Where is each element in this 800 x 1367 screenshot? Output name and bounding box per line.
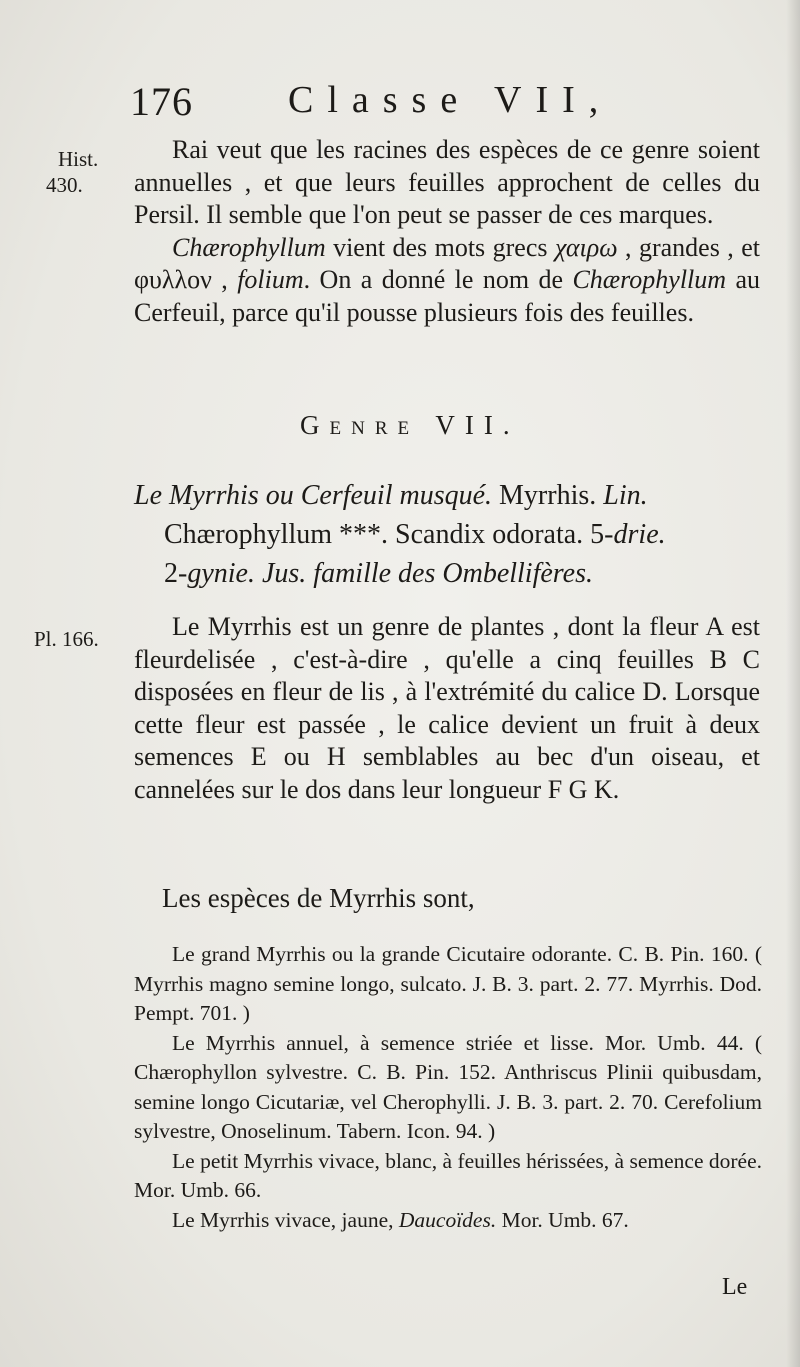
species-item: Le Myrrhis annuel, à semence striée et lisse. Mor. Umb. 44. ( Chærophyllon sylvestre. C. B. Pin. 152. Anthriscus Plinii quibusdam, semine longo Cicutariæ, vel Cherophylli. J. B. 3. part. 2. 70. Cerefolium sylvestre, Onoselinum. Tabern. Icon. 94. ) xyxy=(134,1030,762,1143)
genre-heading: Genre VII. xyxy=(300,410,520,440)
etymology-text-3: , xyxy=(211,265,238,294)
etymology-greek-1: χαιρω xyxy=(554,232,618,262)
genus-class-1: drie. xyxy=(613,519,666,550)
margin-note-hist-number: 430. xyxy=(46,173,83,197)
page-number: 176 xyxy=(130,79,193,124)
species-item-text: Le Myrrhis vivace, jaune, xyxy=(172,1207,399,1232)
intro-text xyxy=(134,134,760,329)
etymology-word-2: folium xyxy=(237,265,304,294)
page-gutter-shadow xyxy=(786,0,800,1367)
etymology-word-3: Chærophyllum xyxy=(572,265,727,294)
genus-family: gynie. Jus. famille des Ombellifères. xyxy=(187,558,593,589)
etymology-word-1: Chærophyllum xyxy=(172,232,326,262)
species-heading: Les espèces de Myrrhis sont, xyxy=(162,883,475,913)
genus-synonyms: Chærophyllum ***. Scandix odorata. 5- xyxy=(164,519,614,550)
genus-title-line-1 xyxy=(134,476,764,515)
genus-authority: Lin. xyxy=(603,480,648,511)
genus-title-line-3 xyxy=(134,554,764,593)
species-list xyxy=(134,940,762,1235)
species-item-ref: Mor. Umb. 67. xyxy=(496,1207,629,1232)
genus-title-line-2 xyxy=(134,515,764,554)
intro-paragraph: Rai veut que les racines des espèces de ce genre soient annuelles , et que leurs feuilles approchent de celles du Persil. Il semble que l'on peut se passer de ces marques. xyxy=(134,135,760,229)
running-header xyxy=(130,78,620,130)
class-heading: Classe VII, xyxy=(288,79,613,121)
description-paragraph: Le Myrrhis est un genre de plantes , dont la fleur A est fleurdelisée , c'est-à-dire , qu'elle a cinq feuilles B C disposées en fleur de lis , à l'extrémité du calice D. Lorsque cette fleur est passée , le calice devient un fruit à deux semences E ou H semblables au bec d'un oiseau, et cannelées sur le dos dans leur longueur F G K. xyxy=(134,612,760,804)
genus-class-number: 2- xyxy=(164,558,188,589)
species-item-italic: Daucoïdes. xyxy=(398,1207,497,1232)
etymology-text-1: vient des mots grecs xyxy=(325,232,555,262)
margin-note-hist xyxy=(46,146,99,198)
species-item: Le grand Myrrhis ou la grande Cicutaire odorante. C. B. Pin. 160. ( Myrrhis magno semine longo, sulcato. J. B. 3. part. 2. 77. Myrrhis. Dod. Pempt. 701. ) xyxy=(134,942,762,1025)
species-item xyxy=(134,1206,762,1236)
genus-title-block xyxy=(134,476,764,593)
etymology-text-5: au Cerfeuil, parce qu'il pousse plusieurs fois des feuilles. xyxy=(134,265,761,327)
description-text xyxy=(134,611,760,806)
etymology-paragraph xyxy=(134,232,760,330)
etymology-greek-2: φυλλον xyxy=(134,265,212,294)
genus-name-french: Le Myrrhis ou Cerfeuil musqué. xyxy=(134,480,493,511)
margin-note-plate: Pl. 166. xyxy=(34,627,99,651)
catchword: Le xyxy=(722,1274,748,1300)
species-item: Le petit Myrrhis vivace, blanc, à feuilles hérissées, à semence dorée. Mor. Umb. 66. xyxy=(134,1148,762,1202)
margin-note-hist-label: Hist. xyxy=(58,147,99,171)
genus-name-latin: Myrrhis. xyxy=(492,480,604,511)
etymology-text-2: , grandes , et xyxy=(617,232,760,262)
etymology-text-4: . On a donné le nom de xyxy=(303,265,573,294)
